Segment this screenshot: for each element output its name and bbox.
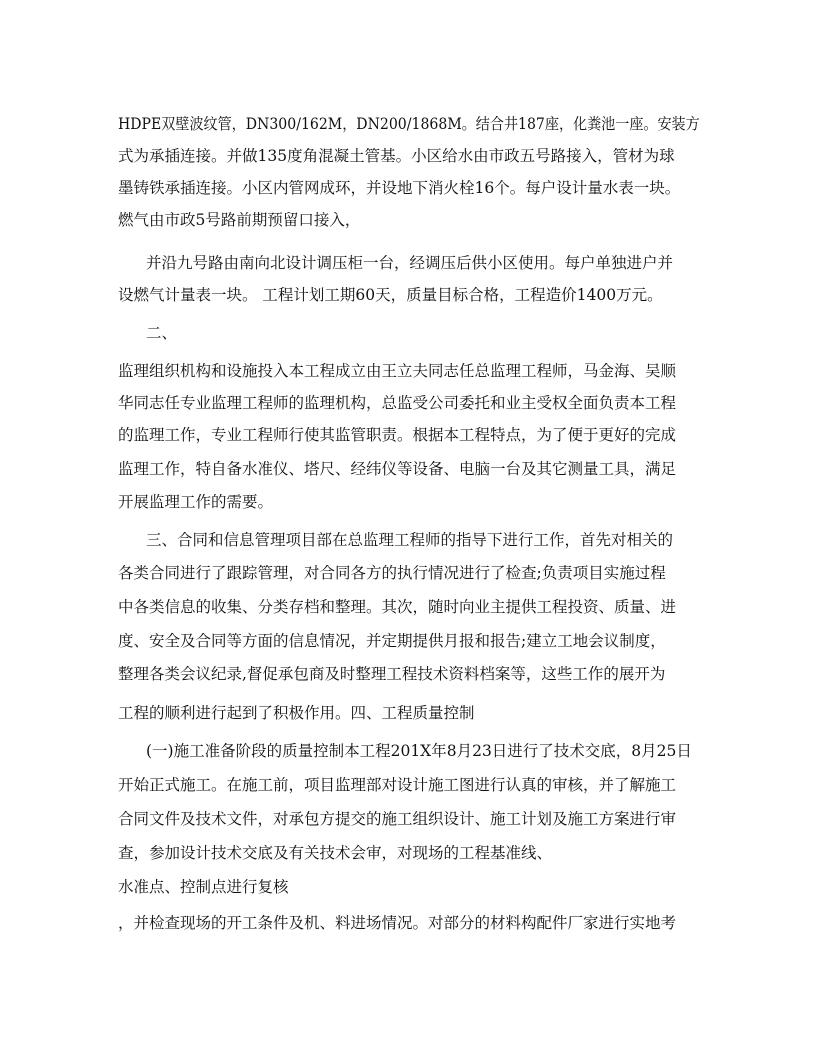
text-line: 式为承插连接。并做135度角混凝土管基。小区给水由市政五号路接入，管材为球	[118, 147, 675, 165]
text-line: HDPE双壁波纹管，DN300/162M，DN200/1868M。结合井187座，化粪池一座。安装方	[118, 115, 700, 133]
text-line: 三、合同和信息管理项目部在总监理工程师的指导下进行工作，首先对相关的	[146, 531, 674, 549]
text-line: 墨铸铁承插连接。小区内管网成环，并设地下消火栓16个。每户设计量水表一块。	[118, 179, 681, 197]
text-line: 监理工作，特自备水准仪、塔尺、经纬仪等设备、电脑一台及其它测量工具，满足	[118, 460, 677, 478]
text-line: 度、安全及合同等方面的信息情况，并定期提供月报和报告;建立工地会议制度，	[118, 632, 666, 650]
text-line: 水准点、控制点进行复核	[118, 878, 289, 896]
text-line: 华同志任专业监理工程师的监理机构，总监受公司委托和业主受权全面负责本工程	[118, 394, 677, 412]
text-line: ，并检查现场的开工条件及机、料进场情况。对部分的材料构配件厂家进行实地考	[118, 914, 677, 932]
text-line: (一)施工准备阶段的质量控制本工程201X年8月23日进行了技术交底，8月25日	[146, 742, 692, 760]
text-line: 合同文件及技术文件，对承包方提交的施工组织设计、施工计划及施工方案进行审	[118, 810, 677, 828]
section-heading: 二、	[146, 324, 178, 342]
text-line: 并沿九号路由南向北设计调压柜一台，经调压后供小区使用。每户单独进户并	[146, 254, 674, 272]
text-line: 查，参加设计技术交底及有关技术会审，对现场的工程基准线、	[118, 844, 553, 862]
text-line: 开始正式施工。在施工前，项目监理部对设计施工图进行认真的审核，并了解施工	[118, 776, 677, 794]
text-line: 燃气由市政5号路前期预留口接入，	[118, 211, 361, 229]
text-line: 中各类信息的收集、分类存档和整理。其次，随时向业主提供工程投资、质量、进	[118, 598, 677, 616]
text-line: 监理组织机构和设施投入本工程成立由王立夫同志任总监理工程师，马金海、吴顺	[118, 362, 677, 380]
text-line: 开展监理工作的需要。	[118, 493, 274, 511]
text-line: 工程的顺利进行起到了积极作用。四、工程质量控制	[118, 704, 475, 722]
text-line: 整理各类会议纪录,督促承包商及时整理工程技术资料档案等，这些工作的展开为	[118, 665, 666, 683]
text-line: 各类合同进行了跟踪管理，对合同各方的执行情况进行了检查;负责项目实施过程	[118, 564, 666, 582]
text-line: 的监理工作，专业工程师行使其监管职责。根据本工程特点，为了便于更好的完成	[118, 426, 677, 444]
text-line: 设燃气计量表一块。 工程计划工期60天，质量目标合格，工程造价1400万元。	[118, 286, 663, 304]
